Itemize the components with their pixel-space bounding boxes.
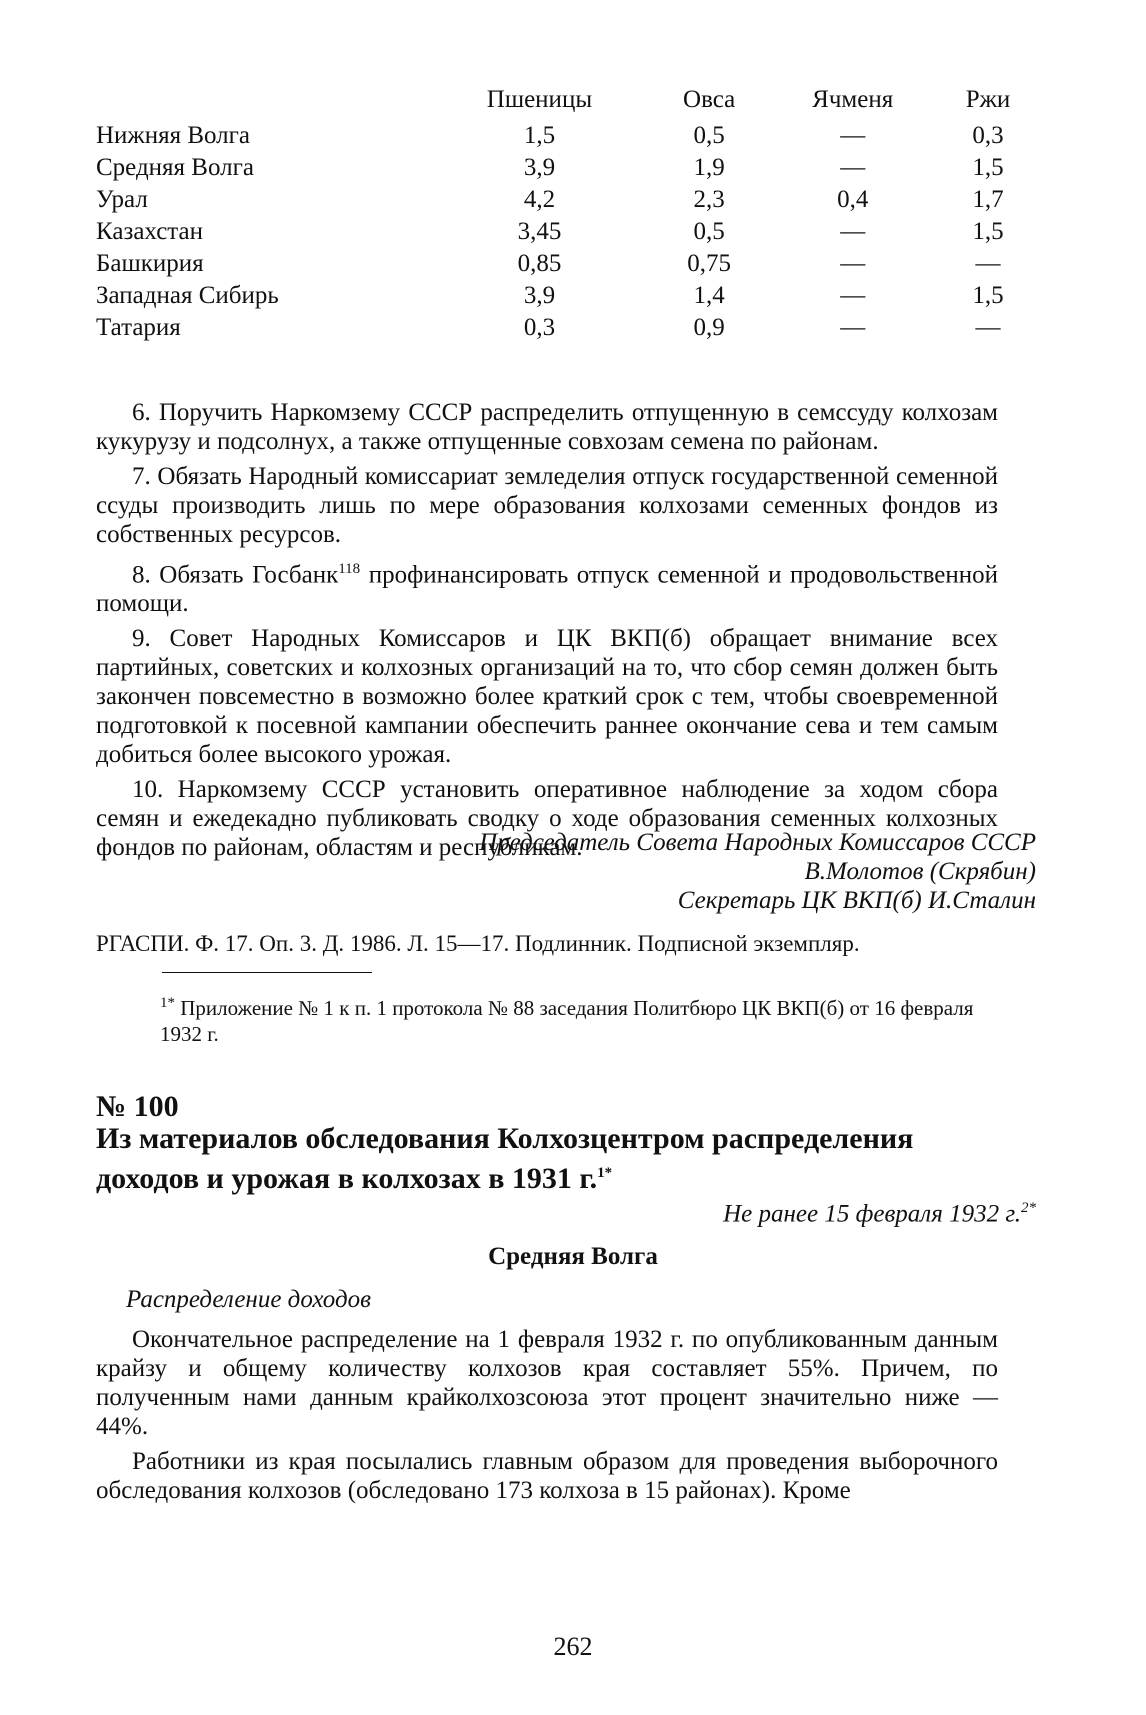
value-cell: 0,9 [693,314,725,341]
document-body [96,1325,998,1511]
paragraph-8-start: 8. Обязать Госбанк [132,561,339,589]
region-cell: Нижняя Волга [96,122,251,149]
value-cell: 0,85 [517,250,562,277]
table-row [96,216,1036,248]
header-rye: Ржи [965,86,1011,113]
value-cell: 1,9 [693,154,725,181]
value-cell: 0,3 [523,314,556,341]
region-cell: Казахстан [96,218,203,245]
header-blank [96,80,426,120]
paragraph-8 [96,555,998,618]
footnote [160,990,1000,1047]
value-cell: 2,3 [693,186,725,213]
document-number: № 100 [96,1090,179,1123]
signature-chairman: Председатель Совета Народных Комиссаров СССР [479,829,1036,856]
resolution-text [96,398,998,868]
body-paragraph-1: Окончательное распределение на 1 февраля 1932 г. по опубликованным данным крайзу и общему количеству колхозов края составляет 55%. Причем, по полученным нами данным крайколхозсоюза этот процент значительно ниже — 44%. [96,1326,998,1440]
value-cell: — [840,122,866,149]
archive-reference: РГАСПИ. Ф. 17. Оп. 3. Д. 1986. Л. 15—17. Подлинник. Подписной экземпляр. [96,931,860,956]
paragraph-6: 6. Поручить Наркомзему СССР распределить отпущенную в семссуду колхозам кукурузу и подсолнух, а также отпущенные совхозам семена по районам. [96,399,998,455]
footnote-divider [162,972,372,973]
value-cell: 0,3 [972,122,1004,149]
document-title [96,1122,996,1196]
value-cell: — [840,282,866,309]
table-row [96,312,1036,344]
region-cell: Урал [96,186,148,213]
paragraph-9: 9. Совет Народных Комиссаров и ЦК ВКП(б) обращает внимание всех партийных, советских и колхозных организаций на то, что сбор семян должен быть закончен повсеместно в возможно более краткий срок с тем, чтобы своевременной подготовкой к посевной кампании обеспечить раннее окончание сева и тем самым добиться более высокого урожая. [96,625,998,769]
footnote-text: Приложение № 1 к п. 1 протокола № 88 заседания Политбюро ЦК ВКП(б) от 16 февраля 1932 г. [160,996,974,1046]
value-cell: 3,45 [517,218,562,245]
value-cell: — [840,314,866,341]
date-footnote-mark: 2* [1021,1200,1036,1216]
signature-molotov: В.Молотов (Скрябин) [804,858,1036,885]
region-heading: Средняя Волга [488,1243,658,1270]
page-number: 262 [553,1632,593,1661]
signature-stalin: Секретарь ЦК ВКП(б) И.Сталин [677,887,1036,914]
value-cell: 1,4 [693,282,725,309]
region-cell: Татария [96,314,181,341]
value-cell: — [840,154,866,181]
paragraph-7: 7. Обязать Народный комиссариат земледелия отпуск государственной семенной ссуды производить лишь по мере образования колхозами семенных фондов из собственных ресурсов. [96,463,998,548]
value-cell: — [975,314,1001,341]
table-row [96,184,1036,216]
table-body [96,120,1036,344]
value-cell: 0,4 [837,186,869,213]
region-cell: Западная Сибирь [96,282,279,309]
header-wheat: Пшеницы [486,86,593,113]
title-footnote-mark: 1* [597,1165,613,1181]
header-barley: Ячменя [812,86,894,113]
table-row [96,248,1036,280]
value-cell: 0,5 [693,218,725,245]
footnote-mark: 1* [160,995,175,1011]
paragraph-10: 10. Наркомзему СССР установить оперативное наблюдение за ходом сбора семян и ежедекадно публиковать сводку о ходе образования семенных колхозных фондов по районам, областям и республикам. [96,776,998,862]
table-row [96,280,1036,312]
value-cell: 0,5 [693,122,725,149]
header-oats: Овса [683,86,736,113]
table-row [96,152,1036,184]
value-cell: 3,9 [523,154,556,181]
value-cell: 1,5 [972,218,1004,245]
value-cell: 1,7 [972,186,1004,213]
table-row [96,120,1036,152]
value-cell: 1,5 [972,282,1004,309]
footnote-ref-118: 118 [338,561,361,577]
value-cell: 3,9 [523,282,556,309]
seed-distribution-table [96,80,1036,344]
body-paragraph-2: Работники из края посылались главным образом для проведения выборочного обследования колхозов (обследовано 173 колхоза в 15 районах). Кроме [96,1448,998,1504]
value-cell: — [840,218,866,245]
region-cell: Башкирия [96,250,204,277]
value-cell: 4,2 [523,186,556,213]
paragraph-8-end: профинансировать отпуск семенной и продовольственной помощи. [96,561,998,618]
value-cell: — [975,250,1001,277]
signature-block [479,828,1036,915]
document-date [723,1200,1036,1228]
value-cell: 1,5 [523,122,556,149]
table-header-row [96,80,1036,120]
value-cell: 0,75 [687,250,732,277]
value-cell: 1,5 [972,154,1004,181]
value-cell: — [840,250,866,277]
document-title-text: Из материалов обследования Колхозцентром распределения доходов и урожая в колхозах в 1931 г. [96,1122,914,1195]
document-date-text: Не ранее 15 февраля 1932 г. [723,1200,1021,1228]
region-cell: Средняя Волга [96,154,254,181]
subheading: Распределение доходов [126,1286,371,1313]
